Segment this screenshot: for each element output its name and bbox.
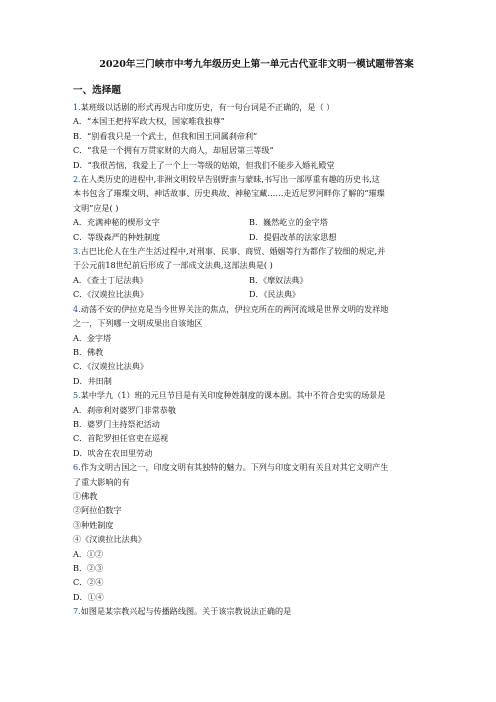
question-stem <box>73 100 440 114</box>
document-title: 2020年三门峡市中考九年级历史上第一单元古代亚非文明一模试题带答案 <box>99 59 414 70</box>
stem-line: 如图是某宗教兴起与传播路线图。关于该宗教说法正确的是 <box>80 606 292 617</box>
option-d: D．“我很苦恼，我爱上了一个上一等级的姑娘，但我们不能步入婚礼殿堂 <box>73 159 335 170</box>
list-item: ②阿拉伯数字 <box>73 505 122 516</box>
option-c: C．首陀罗担任官吏在巡视 <box>73 433 169 444</box>
option-b: B．佛教 <box>73 346 104 357</box>
question-1 <box>73 100 440 172</box>
list-item: ④《汉谟拉比法典》 <box>73 534 146 545</box>
option-b: B．婆罗门主持祭祀活动 <box>73 418 160 429</box>
option-d: D．吠舍在农田里劳动 <box>73 447 153 458</box>
option-d: D．提倡改革的法家思想 <box>249 231 337 242</box>
question-number: 1. <box>73 102 81 112</box>
option-b: B．《摩奴法典》 <box>249 274 308 285</box>
stem-line: 古巴比伦人在生产生活过程中,对刑事、民事、商贸、婚姻等行为都作了较细的规定,并 <box>80 246 386 257</box>
question-stem <box>73 172 440 186</box>
section-heading: 一、选择题 <box>73 85 121 96</box>
stem-line: 在人类历史的进程中,非洲文明较早告别野蛮与蒙昧,书写出一部厚重有趣的历史书,这 <box>80 174 380 185</box>
question-2 <box>73 172 440 244</box>
option-d: D．《民法典》 <box>249 289 301 300</box>
list-item: ①佛教 <box>73 490 98 501</box>
stem-line: 于公元前18世纪前后形成了一部成文法典,这部法典是( ) <box>73 260 273 271</box>
stem-line: 作为文明古国之一，印度文明有其独特的魅力。下列与印度文明有关且对其它文明产生 <box>80 462 389 473</box>
option-a: A．《查士丁尼法典》 <box>73 274 148 285</box>
question-stem <box>73 388 440 402</box>
question-6 <box>73 460 440 604</box>
stem-line: 了重大影响的有 <box>73 476 130 487</box>
option-row <box>73 230 440 244</box>
question-7 <box>73 604 440 618</box>
question-number: 2. <box>73 174 81 185</box>
option-b: B．“别看我只是一个武士，但我和国王同属刹帝利” <box>73 130 258 141</box>
option-d: D．井田制 <box>73 375 112 386</box>
option-c: C．等级森严的种姓制度 <box>73 231 161 242</box>
question-number: 4. <box>73 303 81 314</box>
option-d: D．①④ <box>73 591 104 602</box>
list-item: ③种姓制度 <box>73 519 114 530</box>
option-c: C．②④ <box>73 577 104 588</box>
question-stem <box>73 460 440 474</box>
stem-line: 某班级以话剧的形式再现古印度历史，有一句台词是不正确的，是（ ） <box>80 102 335 112</box>
option-a: A．刹帝利对婆罗门非常恭敬 <box>73 404 176 415</box>
question-5 <box>73 388 440 460</box>
option-c: C．《汉谟拉比法典》 <box>73 361 148 372</box>
question-number: 6. <box>73 462 81 473</box>
question-number: 5. <box>73 390 81 401</box>
option-b: B．②③ <box>73 563 104 573</box>
option-a: A．金字塔 <box>73 332 112 343</box>
option-a: A．充满神秘的楔形文字 <box>73 217 160 228</box>
question-stem <box>73 302 440 316</box>
question-4 <box>73 302 440 388</box>
question-number: 3. <box>73 246 81 257</box>
option-a: A．“本国王把持军政大权，国家唯我独尊” <box>73 116 225 127</box>
option-b: B．巍然屹立的金字塔 <box>249 217 328 228</box>
option-row <box>73 215 440 229</box>
question-number: 7. <box>73 606 81 617</box>
option-row <box>73 273 440 287</box>
option-c: C．《汉谟拉比法典》 <box>73 289 148 300</box>
stem-line: 文明”应是( ) <box>73 202 119 213</box>
option-row <box>73 287 440 301</box>
stem-line: 本书包含了璀璨文明、神话故事、历史典故、神秘宝藏……走近尼罗河畔你了解的“璀璨 <box>73 188 385 199</box>
option-a: A．①② <box>73 548 104 559</box>
question-stem <box>73 604 440 618</box>
option-c: C．“我是一个拥有万贯家财的大商人，却屈居第三等级” <box>73 145 274 156</box>
stem-line: 动荡不安的伊拉克是当今世界关注的焦点，伊拉克所在的两河流域是世界文明的发祥地 <box>80 303 389 314</box>
stem-line: 某中学九（1）班的元旦节目是有关印度种姓制度的课本剧。其中不符合史实的场景是 <box>80 390 386 401</box>
question-stem <box>73 244 440 258</box>
stem-line: 之一，下列哪一文明成果出自该地区 <box>73 318 203 329</box>
question-3 <box>73 244 440 302</box>
